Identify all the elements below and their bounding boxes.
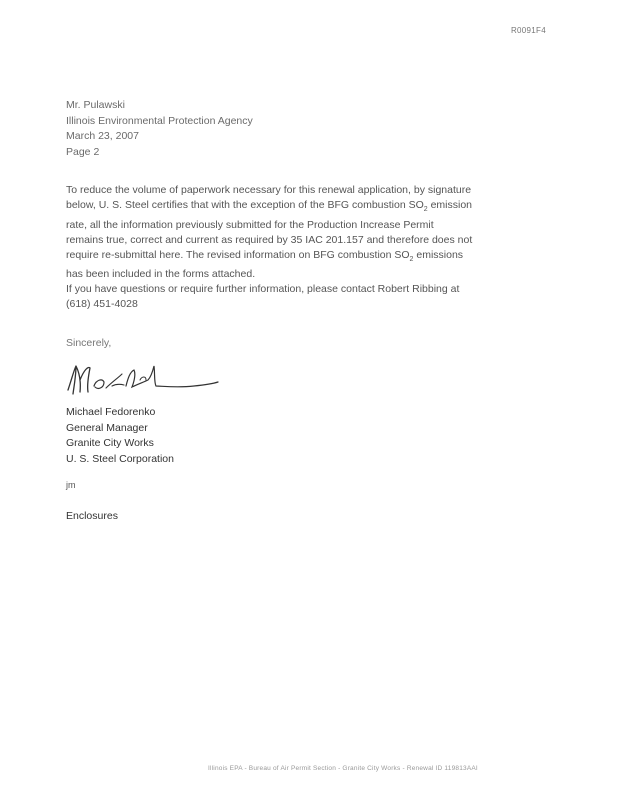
paragraph-line	[66, 248, 548, 267]
paragraph-certification	[66, 183, 548, 282]
paragraph-line	[66, 198, 548, 217]
page-footer: Illinois EPA - Bureau of Air Permit Section - Granite City Works - Renewal ID 119813AAI	[208, 765, 478, 772]
document-id: R0091F4	[510, 26, 546, 35]
enclosures-note: Enclosures	[66, 510, 118, 522]
recipient-agency: Illinois Environmental Protection Agency	[66, 114, 253, 127]
paragraph-contact	[66, 282, 548, 312]
subscript: 2	[423, 206, 428, 214]
letter-date: March 23, 2007	[66, 130, 139, 142]
handwritten-signature	[64, 356, 224, 406]
text-span: emission	[427, 199, 473, 212]
paragraph-line: To reduce the volume of paperwork necessary for this renewal application, by signature	[66, 184, 472, 196]
signer-plant: Granite City Works	[66, 437, 154, 450]
signer-block	[66, 405, 174, 467]
signer-name: Michael Fedorenko	[66, 406, 156, 418]
contact-phone: (618) 451-4028	[66, 298, 138, 311]
paragraph-line: has been included in the forms attached.	[66, 268, 256, 281]
paragraph-line: rate, all the information previously submitted for the Production Increase Permit	[66, 218, 434, 231]
closing-salutation: Sincerely,	[66, 337, 112, 349]
signer-company: U. S. Steel Corporation	[66, 452, 174, 465]
text-span: require re-submittal here. The revised information on BFG combustion SO	[66, 248, 410, 261]
paragraph-line: remains true, correct and current as required by 35 IAC 201.157 and therefore does not	[66, 233, 473, 246]
recipient-name: Mr. Pulawski	[66, 99, 125, 111]
text-span: emissions	[413, 248, 464, 261]
signer-title: General Manager	[66, 421, 148, 434]
letter-header	[66, 98, 253, 160]
text-span: below, U. S. Steel certifies that with the exception of the BFG combustion SO	[66, 199, 424, 212]
page-number: Page 2	[66, 145, 100, 158]
paragraph-line: If you have questions or require further information, please contact Robert Ribbing at	[66, 283, 460, 295]
subscript: 2	[409, 256, 414, 263]
typist-initials: jm	[66, 480, 76, 490]
